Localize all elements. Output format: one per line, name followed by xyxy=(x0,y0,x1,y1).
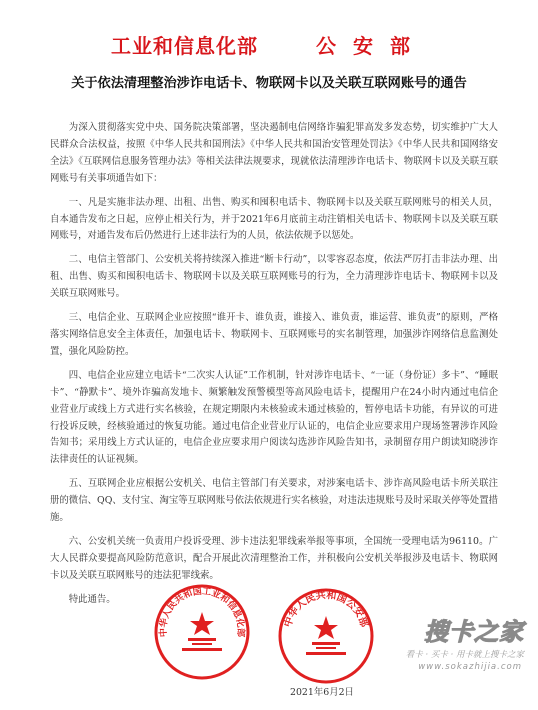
org-mps: 公安部 xyxy=(316,34,427,58)
paragraph-2: 二、电信主管部门、公安机关将持续深入推进“断卡行动”，以零容忍态度，依法严厉打击非法办理、出租、出售、购买和囤积电话卡、物联网卡以及关联互联网账号的行为，全力清理涉诈电话卡、物联网卡以及关联互联网账号。 xyxy=(50,254,498,300)
miit-seal-text: 中华人民共和国工业和信息化部 xyxy=(158,586,246,638)
mps-seal xyxy=(276,586,376,686)
miit-seal xyxy=(152,582,252,682)
org-miit: 工业和信息化部 xyxy=(111,34,258,58)
paragraph-1: 一、凡是实施非法办理、出租、出售、购买和囤积电话卡、物联网卡以及关联互联网账号的相关人员，自本通告发布之日起，应停止相关行为，并于2021年6月底前主动注销相关电话卡、物联网卡以及关联互联网账号，对通告发布后仍然进行上述非法行为的人员，依法依规予以惩处。 xyxy=(50,196,498,242)
notice-body xyxy=(50,120,498,616)
paragraph-3: 三、电信企业、互联网企业应按照“谁开卡、谁负责，谁接入、谁负责，谁运营、谁负责”的原则，严格落实网络信息安全主体责任，加强电话卡、物联网卡、互联网账号的实名制管理，加强涉诈网络信息监测处置，强化风险防控。 xyxy=(50,312,498,357)
watermark-logo: 搜卡之家 xyxy=(424,618,524,646)
notice-title: 关于依法清理整治涉诈电话卡、物联网卡以及关联互联网账号的通告 xyxy=(71,76,467,91)
watermark-slogan: 看卡 · 买卡 · 用卡就上搜卡之家 xyxy=(405,650,524,660)
paragraph-6: 六、公安机关统一负责用户投诉受理、涉卡违法犯罪线索举报等事项，全国统一受理电话为96110。广大人民群众要提高风险防范意识，配合开展此次清理整治工作，并积极向公安机关举报涉及电话卡、物联网卡以及关联互联网账号的违法犯罪线索。 xyxy=(50,535,498,581)
paragraph-5: 五、互联网企业应根据公安机关、电信主管部门有关要求，对涉案电话卡、涉诈高风险电话卡所关联注册的微信、QQ、支付宝、淘宝等互联网账号依法依规进行实名核验，对违法违规账号及时采取关停等处置措施。 xyxy=(50,478,498,524)
closing-line: 特此通告。 xyxy=(68,593,116,605)
issuing-organizations xyxy=(0,30,538,59)
paragraph-intro: 为深入贯彻落实党中央、国务院决策部署，坚决遏制电信网络诈骗犯罪高发多发态势，切实维护广大人民群众合法权益，按照《中华人民共和国刑法》《中华人民共和国治安管理处罚法》《中华人民共和国网络安全法》《互联网信息服务管理办法》等相关法律法规要求，现就依法清理涉诈电话卡、物联网卡以及关联互联网账号有关事项通告如下： xyxy=(50,122,498,184)
issue-date: 2021年6月2日 xyxy=(290,687,354,698)
sokazhijia-watermark xyxy=(378,610,528,680)
watermark-url: www.sokazhijia.com xyxy=(418,662,522,672)
mps-seal-text: 中华人民共和国公安部 xyxy=(282,589,370,629)
paragraph-4: 四、电信企业应建立电话卡“二次实人认证”工作机制，针对涉诈电话卡、“一证（身份证）多卡”、“睡眠卡”、“静默卡”、境外诈骗高发地卡、频繁触发预警模型等高风险电话卡，提醒用户在24小时内通过电信企业营业厅或线上方式进行实名核验，在规定期限内未核验或未通过核验的，暂停电话卡功能，有异议的可进行投诉反映，经核验通过的恢复功能。通过电信企业营业厅认证的，电信企业应要求用户现场签署涉诈风险告知书；采用线上方式认证的，电信企业应要求用户阅读勾选涉诈风险告知书，录制留存用户朗读知晓涉诈法律责任的认证视频。 xyxy=(50,369,498,466)
